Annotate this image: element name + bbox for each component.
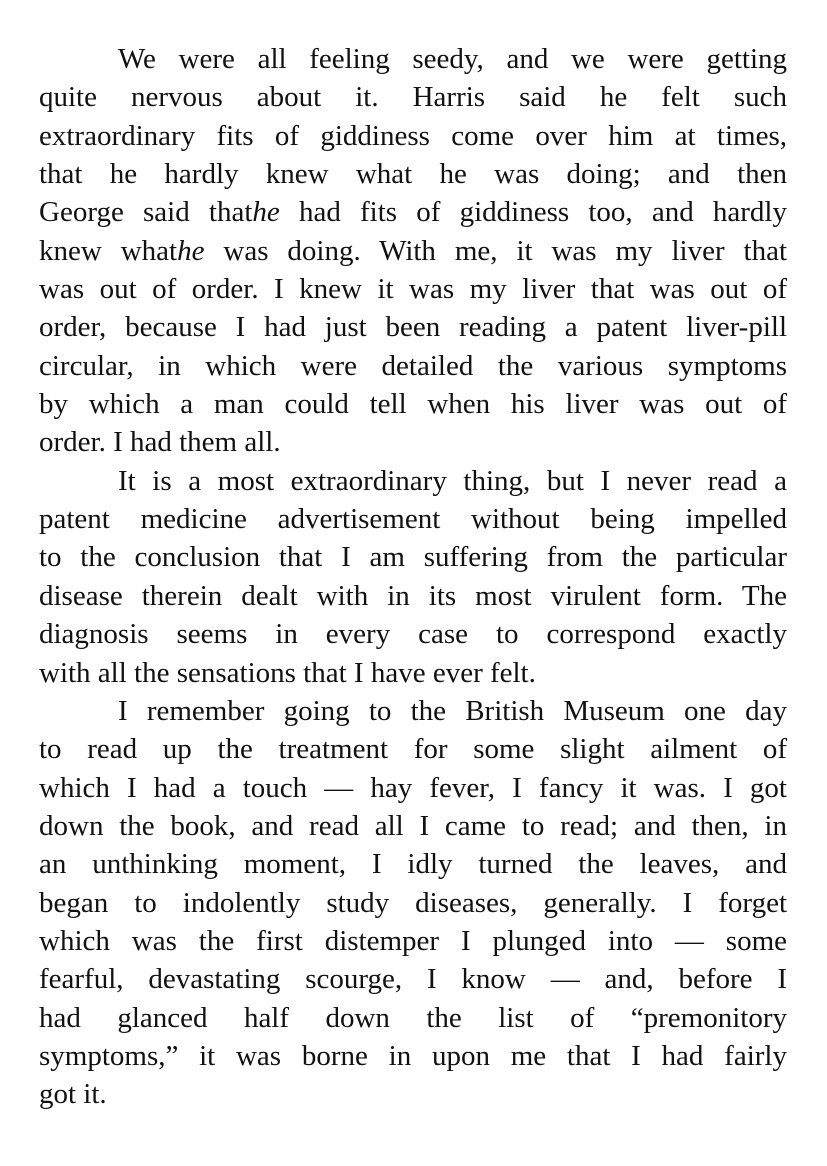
- text-line: It is a most extraordinary thing, but I never read a: [118, 464, 787, 497]
- text-line: [39, 193, 787, 231]
- text-line: had glanced half down the list of “premonitory: [39, 1001, 787, 1034]
- text-line: symptoms,” it was borne in upon me that I had fairly: [39, 1039, 787, 1072]
- text-line: diagnosis seems in every case to correspond exactly: [39, 618, 787, 651]
- text-line: with all the sensations that I have ever felt.: [39, 656, 536, 689]
- text-line: circular, in which were detailed the various symptoms: [39, 349, 787, 382]
- text-segment: knew what: [39, 234, 178, 267]
- text-line: I remember going to the British Museum one day: [118, 694, 787, 727]
- text-line: disease therein dealt with in its most virulent form. The: [39, 579, 787, 612]
- text-segment: had fits of giddiness too, and hardly: [279, 196, 787, 229]
- text-line: was out of order. I knew it was my liver that was out of: [39, 273, 787, 306]
- italic-word: he: [252, 196, 280, 229]
- text-segment: was doing. With me, it was my liver that: [204, 234, 787, 267]
- text-line: patent medicine advertisement without being impelled: [39, 503, 787, 536]
- text-line: which I had a touch — hay fever, I fancy it was. I got: [39, 771, 787, 804]
- paragraph: [39, 462, 787, 692]
- text-line: began to indolently study diseases, generally. I forget: [39, 886, 787, 919]
- text-line: order. I had them all.: [39, 426, 281, 459]
- paragraph: [39, 40, 787, 462]
- text-segment: George said that: [39, 196, 253, 229]
- text-line: [39, 232, 787, 270]
- text-line: to read up the treatment for some slight ailment of: [39, 733, 787, 766]
- text-line: extraordinary fits of giddiness come over him at times,: [39, 119, 787, 152]
- text-line: quite nervous about it. Harris said he felt such: [39, 81, 787, 114]
- text-line: order, because I had just been reading a patent liver-pill: [39, 311, 787, 344]
- text-line: down the book, and read all I came to read; and then, in: [39, 809, 787, 842]
- paragraph: [39, 692, 787, 1114]
- text-line: fearful, devastating scourge, I know — and, before I: [39, 963, 787, 996]
- text-line: which was the first distemper I plunged into — some: [39, 924, 787, 957]
- text-line: to the conclusion that I am suffering from the particular: [39, 541, 787, 574]
- text-line: We were all feeling seedy, and we were getting: [118, 43, 787, 75]
- text-line: got it.: [39, 1078, 107, 1111]
- text-line: that he hardly knew what he was doing; and then: [39, 158, 787, 191]
- italic-word: he: [177, 234, 205, 267]
- text-line: by which a man could tell when his liver was out of: [39, 388, 787, 421]
- book-page: [39, 40, 787, 1114]
- text-line: an unthinking moment, I idly turned the leaves, and: [39, 848, 787, 881]
